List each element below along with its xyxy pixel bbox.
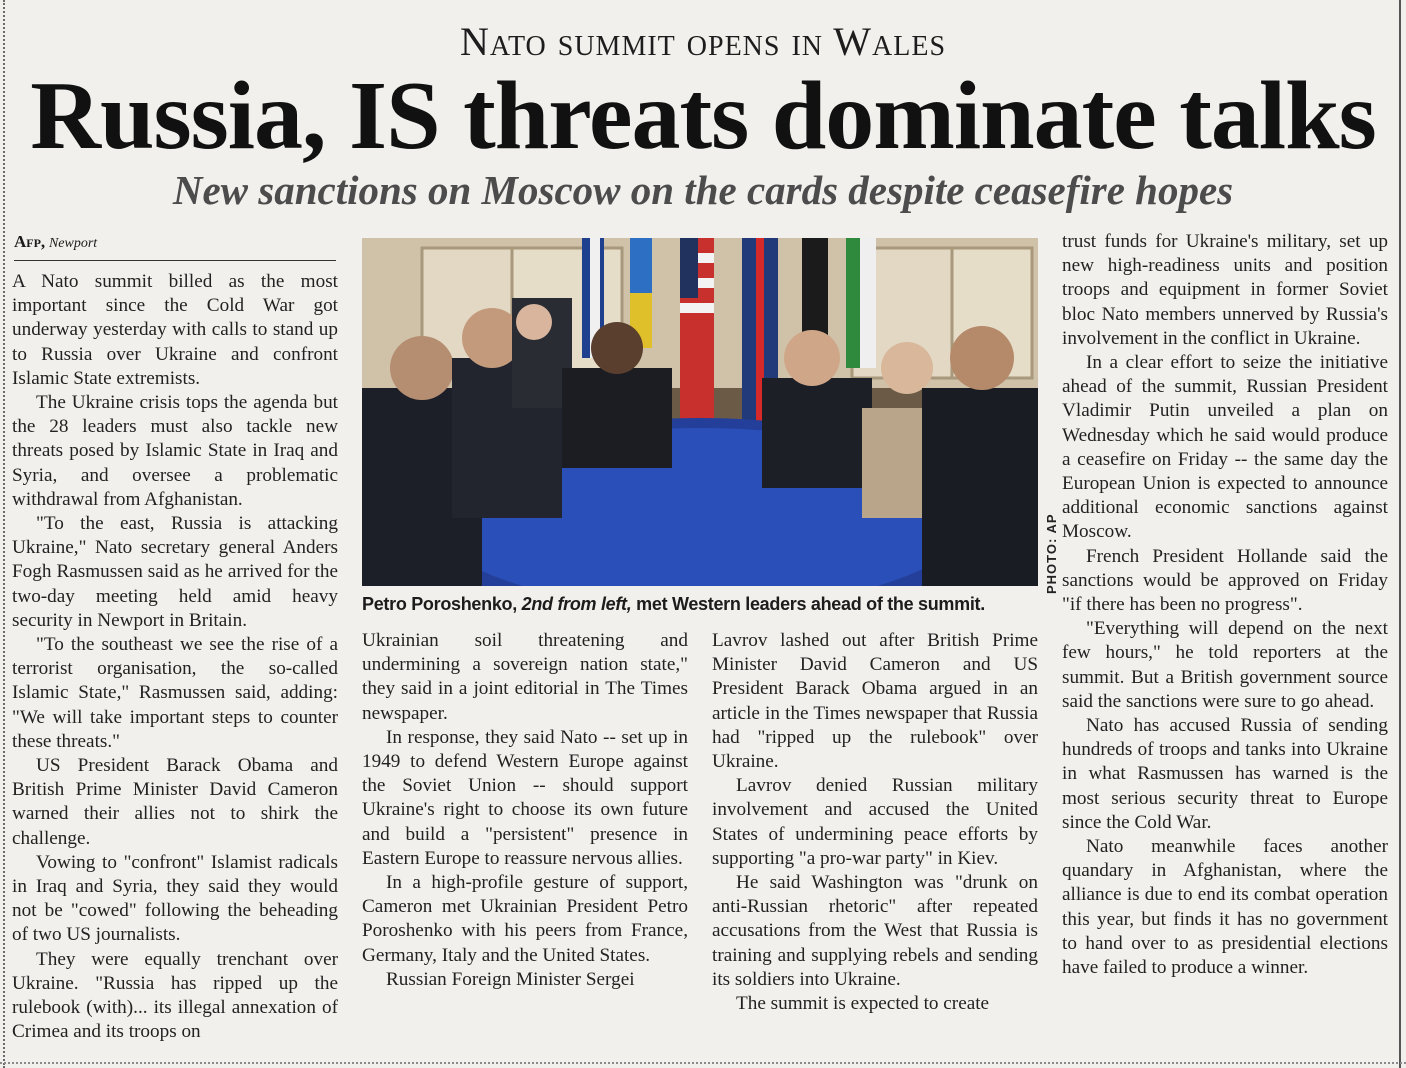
paragraph: Russian Foreign Minister Sergei (386, 968, 635, 990)
article-column-4 (1062, 230, 1388, 1060)
byline (14, 232, 336, 261)
article-column-2 (362, 629, 688, 1049)
paragraph: They were equally trenchant over Ukraine. "Russia has ripped up the rulebook (with)... its illegal annexation of Crimea and its troops on (12, 948, 338, 1043)
leaders-round-table-image (362, 238, 1038, 586)
paragraph: Nato has accused Russia of sending hundreds of troops and tanks into Ukraine in what Rasmussen has warned is the most serious security threat to Europe since the Cold War. (1062, 715, 1388, 833)
paragraph: The summit is expected to create (736, 993, 990, 1015)
article-column-3 (712, 629, 1038, 1049)
paragraph: Vowing to "confront" Islamist radicals in Iraq and Syria, they said they would not be "cowed" following the beheading of two US journalists. (12, 851, 338, 946)
paragraph: "To the southeast we see the rise of a terrorist organisation, the so-called Islamic State," Rasmussen said, adding: "We will take important steps to counter these threats." (12, 634, 338, 752)
paragraph: In response, they said Nato -- set up in 1949 to defend Western Europe against the Soviet Union -- should support Ukraine's right to choose its own future and build a "persistent" presence in Eastern Europe to reassure nervous allies. (362, 726, 688, 869)
paragraph: French President Hollande said the sanctions would be approved on Friday "if there has been no progress". (1062, 545, 1388, 616)
paragraph: "Everything will depend on the next few hours," he told reporters at the summit. But a British government source said the sanctions were sure to go ahead. (1062, 618, 1388, 712)
paragraph: Ukrainian soil threatening and undermining a sovereign nation state," they said in a joint editorial in The Times newspaper. (362, 630, 688, 724)
page-edge-bottom (0, 1062, 1406, 1064)
summit-photo (362, 238, 1038, 586)
article-column-1 (12, 270, 338, 1060)
photo-credit: PHOTO: AP (1044, 513, 1059, 594)
paragraph: He said Washington was "drunk on anti-Russian rhetoric" after repeated accusations from the West that Russia is training and supplying rebels and sending its soldiers into Ukraine. (712, 872, 1038, 990)
kicker: Nato summit opens in Wales (459, 19, 947, 64)
paragraph: "To the east, Russia is attacking Ukraine," Nato secretary general Anders Fogh Rasmussen said as he arrived for the two-day meeting held amid heavy security in Newport in Britain. (12, 513, 338, 631)
paragraph: Nato meanwhile faces another quandary in Afghanistan, where the alliance is due to end its combat operation this year, but finds it has no government to hand over to as presidential elections have failed to produce a winner. (1062, 836, 1388, 979)
byline-agency: Afp, (14, 232, 46, 251)
caption-tail: met Western leaders ahead of the summit. (631, 594, 985, 614)
headline: Russia, IS threats dominate talks (30, 62, 1376, 170)
paragraph: Lavrov lashed out after British Prime Minister David Cameron and US President Barack Obama argued in an article in the Times newspaper that Russia had "ripped up the rulebook" over Ukraine. (712, 630, 1038, 773)
subheadline: New sanctions on Moscow on the cards despite ceasefire hopes (172, 167, 1234, 213)
paragraph: In a high-profile gesture of support, Cameron met Ukrainian President Petro Poroshenko with his peers from France, Germany, Italy and the United States. (362, 872, 688, 966)
paragraph: The Ukraine crisis tops the agenda but the 28 leaders must also tackle new threats posed by Islamic State in Iraq and Syria, and oversee a problematic withdrawal from Afghanistan. (12, 392, 338, 510)
paragraph: trust funds for Ukraine's military, set up new high-readiness units and position troops and equipment in former Soviet bloc Nato members unnerved by Russia's involvement in the conflict in Ukraine. (1062, 231, 1388, 349)
caption-lead: Petro Poroshenko, (362, 594, 522, 614)
photo-caption (362, 594, 1042, 615)
paragraph: A Nato summit billed as the most important since the Cold War got underway yesterday with calls to stand up to Russia over Ukraine and confront Islamic State extremists. (12, 271, 338, 389)
byline-place: Newport (48, 236, 98, 251)
paragraph: US President Barack Obama and British Prime Minister David Cameron warned their allies not to shirk the challenge. (12, 755, 338, 849)
caption-emphasis: 2nd from left, (521, 594, 632, 614)
paragraph: In a clear effort to seize the initiative ahead of the summit, Russian President Vladimir Putin unveiled a plan on Wednesday which he said would produce a ceasefire on Friday -- the same day the European Union is expected to announce additional economic sanctions against Moscow. (1062, 352, 1388, 543)
paragraph: Lavrov denied Russian military involvement and accused the United States of undermining peace efforts by supporting "a pro-war party" in Kiev. (712, 775, 1038, 869)
